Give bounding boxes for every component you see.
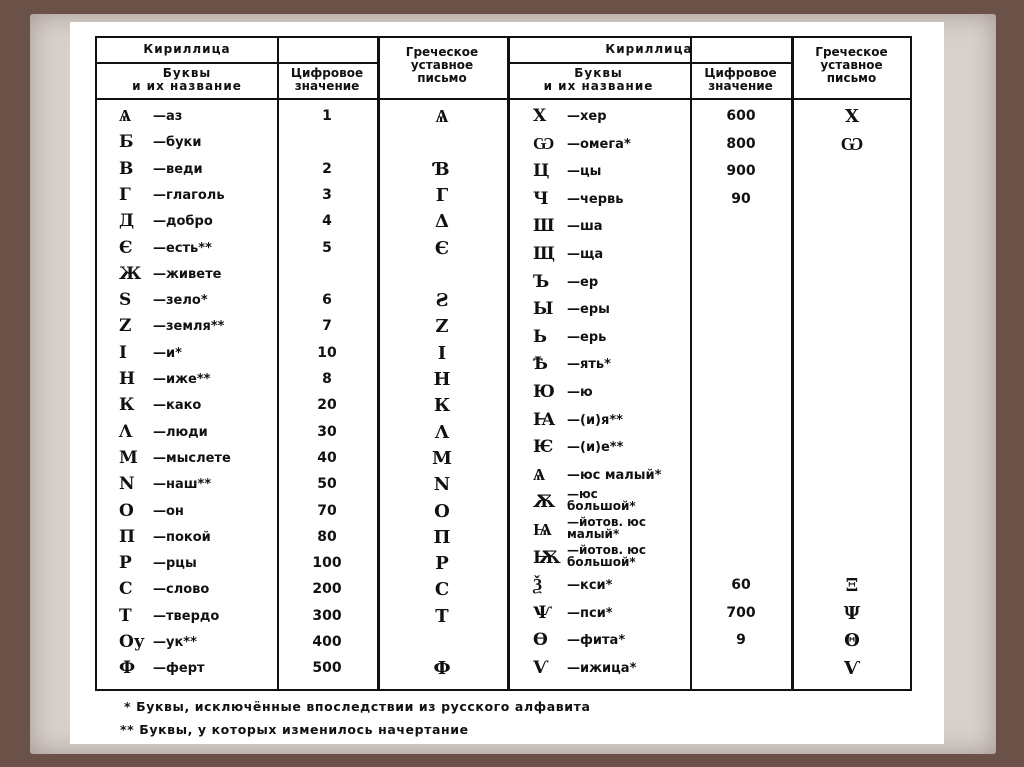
footnote-2: ** Буквы, у которых изменилось начертание (120, 722, 469, 737)
letter-name: —йотов. юс малый* (567, 515, 646, 541)
header-numeric: Цифровое значение (290, 66, 364, 93)
col-divider (507, 38, 510, 689)
cyrillic-glyph: Б (119, 132, 134, 153)
numeric-value: 400 (312, 634, 342, 650)
letter-name: —ять* (567, 357, 611, 373)
greek-glyph: Ψ (843, 602, 861, 624)
greek-glyph: Δ (435, 211, 449, 233)
numeric-value: 200 (312, 581, 342, 598)
header-divider (97, 62, 377, 64)
letter-name: —люди (153, 424, 208, 440)
cyrillic-glyph: Ѳ (533, 630, 548, 651)
cyrillic-glyph: Ж (119, 263, 142, 284)
greek-glyph: С (434, 579, 450, 601)
header-letters: Буквы и их название (132, 66, 242, 93)
cyrillic-glyph: Ю (533, 382, 555, 402)
numeric-value: 50 (317, 476, 337, 493)
alphabet-table (95, 36, 912, 691)
letter-name: —зело* (153, 293, 208, 309)
letter-name: —еры (567, 302, 610, 318)
greek-glyph: Н (433, 369, 451, 390)
greek-glyph: І (437, 342, 447, 364)
cyrillic-glyph: Ѡ (533, 133, 555, 154)
cyrillic-glyph: Ы (533, 299, 554, 320)
numeric-value: 4 (322, 213, 332, 230)
numeric-value: 7 (322, 318, 332, 335)
letter-name: —омега* (567, 136, 631, 152)
cyrillic-glyph: Λ (119, 421, 133, 442)
greek-glyph: П (433, 526, 451, 548)
letter-name: —кси* (567, 578, 613, 594)
greek-glyph: Θ (844, 630, 860, 652)
greek-glyph: О (434, 500, 450, 522)
numeric-value: 700 (726, 604, 756, 621)
col-divider (791, 38, 794, 689)
header-bottom-line (97, 98, 910, 100)
cyrillic-glyph: Н (119, 369, 136, 389)
letter-name: —мыслете (153, 450, 231, 466)
letter-name: —слово (153, 582, 210, 598)
letter-name: —ер (567, 274, 599, 290)
numeric-value: 20 (317, 397, 337, 414)
letter-name: —юс малый* (567, 467, 662, 483)
letter-name: —(и)я** (567, 412, 623, 428)
col-divider (377, 38, 380, 689)
letter-name: —есть** (153, 240, 212, 256)
cyrillic-glyph: Ѵ (533, 658, 549, 678)
greek-glyph: Λ (435, 421, 449, 443)
numeric-value: 900 (726, 163, 756, 180)
cyrillic-glyph: О (119, 500, 134, 521)
numeric-value: 3 (322, 186, 332, 203)
letter-name: —он (153, 503, 184, 519)
cyrillic-glyph: Ꙗ (533, 409, 555, 430)
letter-name: —добро (153, 214, 213, 230)
cyrillic-glyph: Г (119, 184, 131, 205)
cyrillic-glyph: Ѧ (119, 106, 132, 126)
cyrillic-glyph: Ѣ (533, 354, 548, 375)
greek-glyph: Ф (433, 658, 451, 680)
cyrillic-glyph: Ѧ (533, 464, 546, 485)
greek-glyph: Ξ (845, 575, 859, 597)
numeric-value: 800 (726, 135, 756, 152)
letter-name: —рцы (153, 556, 197, 572)
cyrillic-glyph: Щ (533, 244, 555, 264)
greek-glyph: Ζ (435, 316, 449, 338)
greek-glyph: К (433, 395, 451, 417)
greek-glyph: Ѧ (435, 106, 449, 127)
letter-name: —и* (153, 345, 182, 361)
cyrillic-glyph: Ъ (533, 271, 550, 292)
cyrillic-glyph: Ѯ (533, 575, 542, 596)
cyrillic-glyph: К (119, 395, 135, 416)
numeric-value: 300 (312, 607, 342, 624)
greek-glyph: Х (845, 106, 859, 127)
cyrillic-glyph: М (119, 447, 138, 468)
letter-name: —ерь (567, 329, 607, 345)
letter-name: —ю (567, 385, 593, 400)
header-cyrillic: Кириллица (143, 42, 231, 56)
cyrillic-glyph: Ѫ (533, 492, 556, 513)
cyrillic-glyph: С (119, 579, 133, 600)
numeric-value: 600 (726, 108, 756, 124)
greek-glyph: Ѡ (840, 133, 864, 155)
header-greek: Греческое уставное письмо (405, 45, 479, 85)
numeric-value: 2 (322, 160, 332, 177)
numeric-value: 9 (736, 632, 746, 649)
greek-glyph: Ѵ (843, 658, 861, 679)
numeric-value: 500 (312, 660, 342, 677)
numeric-value: 90 (731, 190, 751, 207)
cyrillic-glyph: Ν (119, 474, 135, 495)
header-cyrillic-right: Кириллица (605, 42, 693, 56)
cyrillic-glyph: Ц (533, 161, 550, 182)
greek-glyph: Є (434, 237, 450, 259)
header-divider (507, 62, 791, 64)
letter-name: —земля** (153, 319, 225, 335)
numeric-value: 5 (322, 239, 332, 256)
cyrillic-glyph: Є (119, 237, 133, 258)
header-greek-right: Греческое уставное письмо (815, 45, 888, 85)
numeric-value: 60 (731, 577, 751, 594)
cyrillic-glyph: Ѥ (533, 437, 554, 458)
letter-name: —твердо (153, 608, 220, 624)
header-numeric-right: Цифровое значение (704, 66, 777, 93)
letter-name: —юс большой* (567, 487, 636, 514)
letter-name: —фита* (567, 633, 626, 649)
footnote-1: * Буквы, исключённые впоследствии из русского алфавита (124, 699, 591, 714)
cyrillic-glyph: Ζ (119, 316, 132, 337)
cyrillic-glyph: Ѱ (533, 602, 552, 623)
cyrillic-glyph: Ѩ (533, 520, 552, 540)
numeric-value: 80 (317, 528, 337, 545)
cyrillic-glyph: І (119, 342, 127, 363)
cyrillic-glyph: Ь (533, 326, 548, 347)
header-letters-right: Буквы и их название (543, 66, 654, 93)
numeric-value: 1 (322, 108, 332, 124)
greek-glyph: М (432, 447, 452, 469)
letter-name: —хер (567, 109, 607, 124)
letter-name: —(и)е** (567, 440, 624, 456)
letter-name: —ша (567, 219, 603, 235)
greek-glyph: Т (435, 605, 449, 627)
col-divider (690, 38, 692, 689)
cyrillic-glyph: Ф (119, 658, 136, 679)
cyrillic-glyph: Р (119, 553, 132, 574)
cyrillic-glyph: Оу (119, 632, 145, 652)
letter-name: —пси* (567, 605, 613, 621)
greek-glyph: Ƨ (435, 290, 449, 312)
cyrillic-glyph: В (119, 158, 134, 179)
cyrillic-glyph: Ѭ (533, 547, 561, 568)
letter-name: —йотов. юс большой* (567, 542, 646, 569)
letter-name: —ща (567, 247, 604, 262)
letter-name: —ферт (153, 661, 205, 677)
numeric-value: 6 (322, 292, 332, 309)
letter-name: —како (153, 398, 202, 414)
col-divider (277, 38, 279, 689)
cyrillic-glyph: Ѕ (119, 290, 132, 311)
cyrillic-glyph: Ч (533, 188, 549, 209)
numeric-value: 8 (322, 371, 332, 387)
numeric-value: 10 (317, 344, 337, 361)
letter-name: —наш** (153, 477, 212, 493)
letter-name: —глаголь (153, 187, 225, 203)
greek-glyph: Г (435, 184, 449, 206)
letter-name: —веди (153, 161, 203, 177)
greek-glyph: Ɓ (434, 158, 450, 180)
letter-name: —ижица* (567, 661, 637, 676)
letter-name: —цы (567, 164, 602, 180)
letter-name: —иже** (153, 372, 211, 387)
letter-name: —аз (153, 109, 183, 124)
letter-name: —покой (153, 529, 211, 545)
letter-name: —буки (153, 135, 202, 151)
cyrillic-glyph: П (119, 526, 136, 547)
cyrillic-glyph: Х (533, 106, 547, 126)
cyrillic-glyph: Ш (533, 216, 555, 237)
letter-name: —ук** (153, 635, 197, 650)
greek-glyph: Р (435, 553, 449, 575)
numeric-value: 70 (317, 502, 337, 519)
numeric-value: 40 (317, 449, 337, 466)
letter-name: —червь (567, 191, 624, 207)
numeric-value: 30 (317, 423, 337, 440)
numeric-value: 100 (312, 555, 342, 572)
letter-name: —живете (153, 266, 222, 282)
cyrillic-glyph: Т (119, 605, 132, 626)
greek-glyph: Ν (433, 474, 451, 496)
cyrillic-glyph: Д (119, 211, 135, 232)
